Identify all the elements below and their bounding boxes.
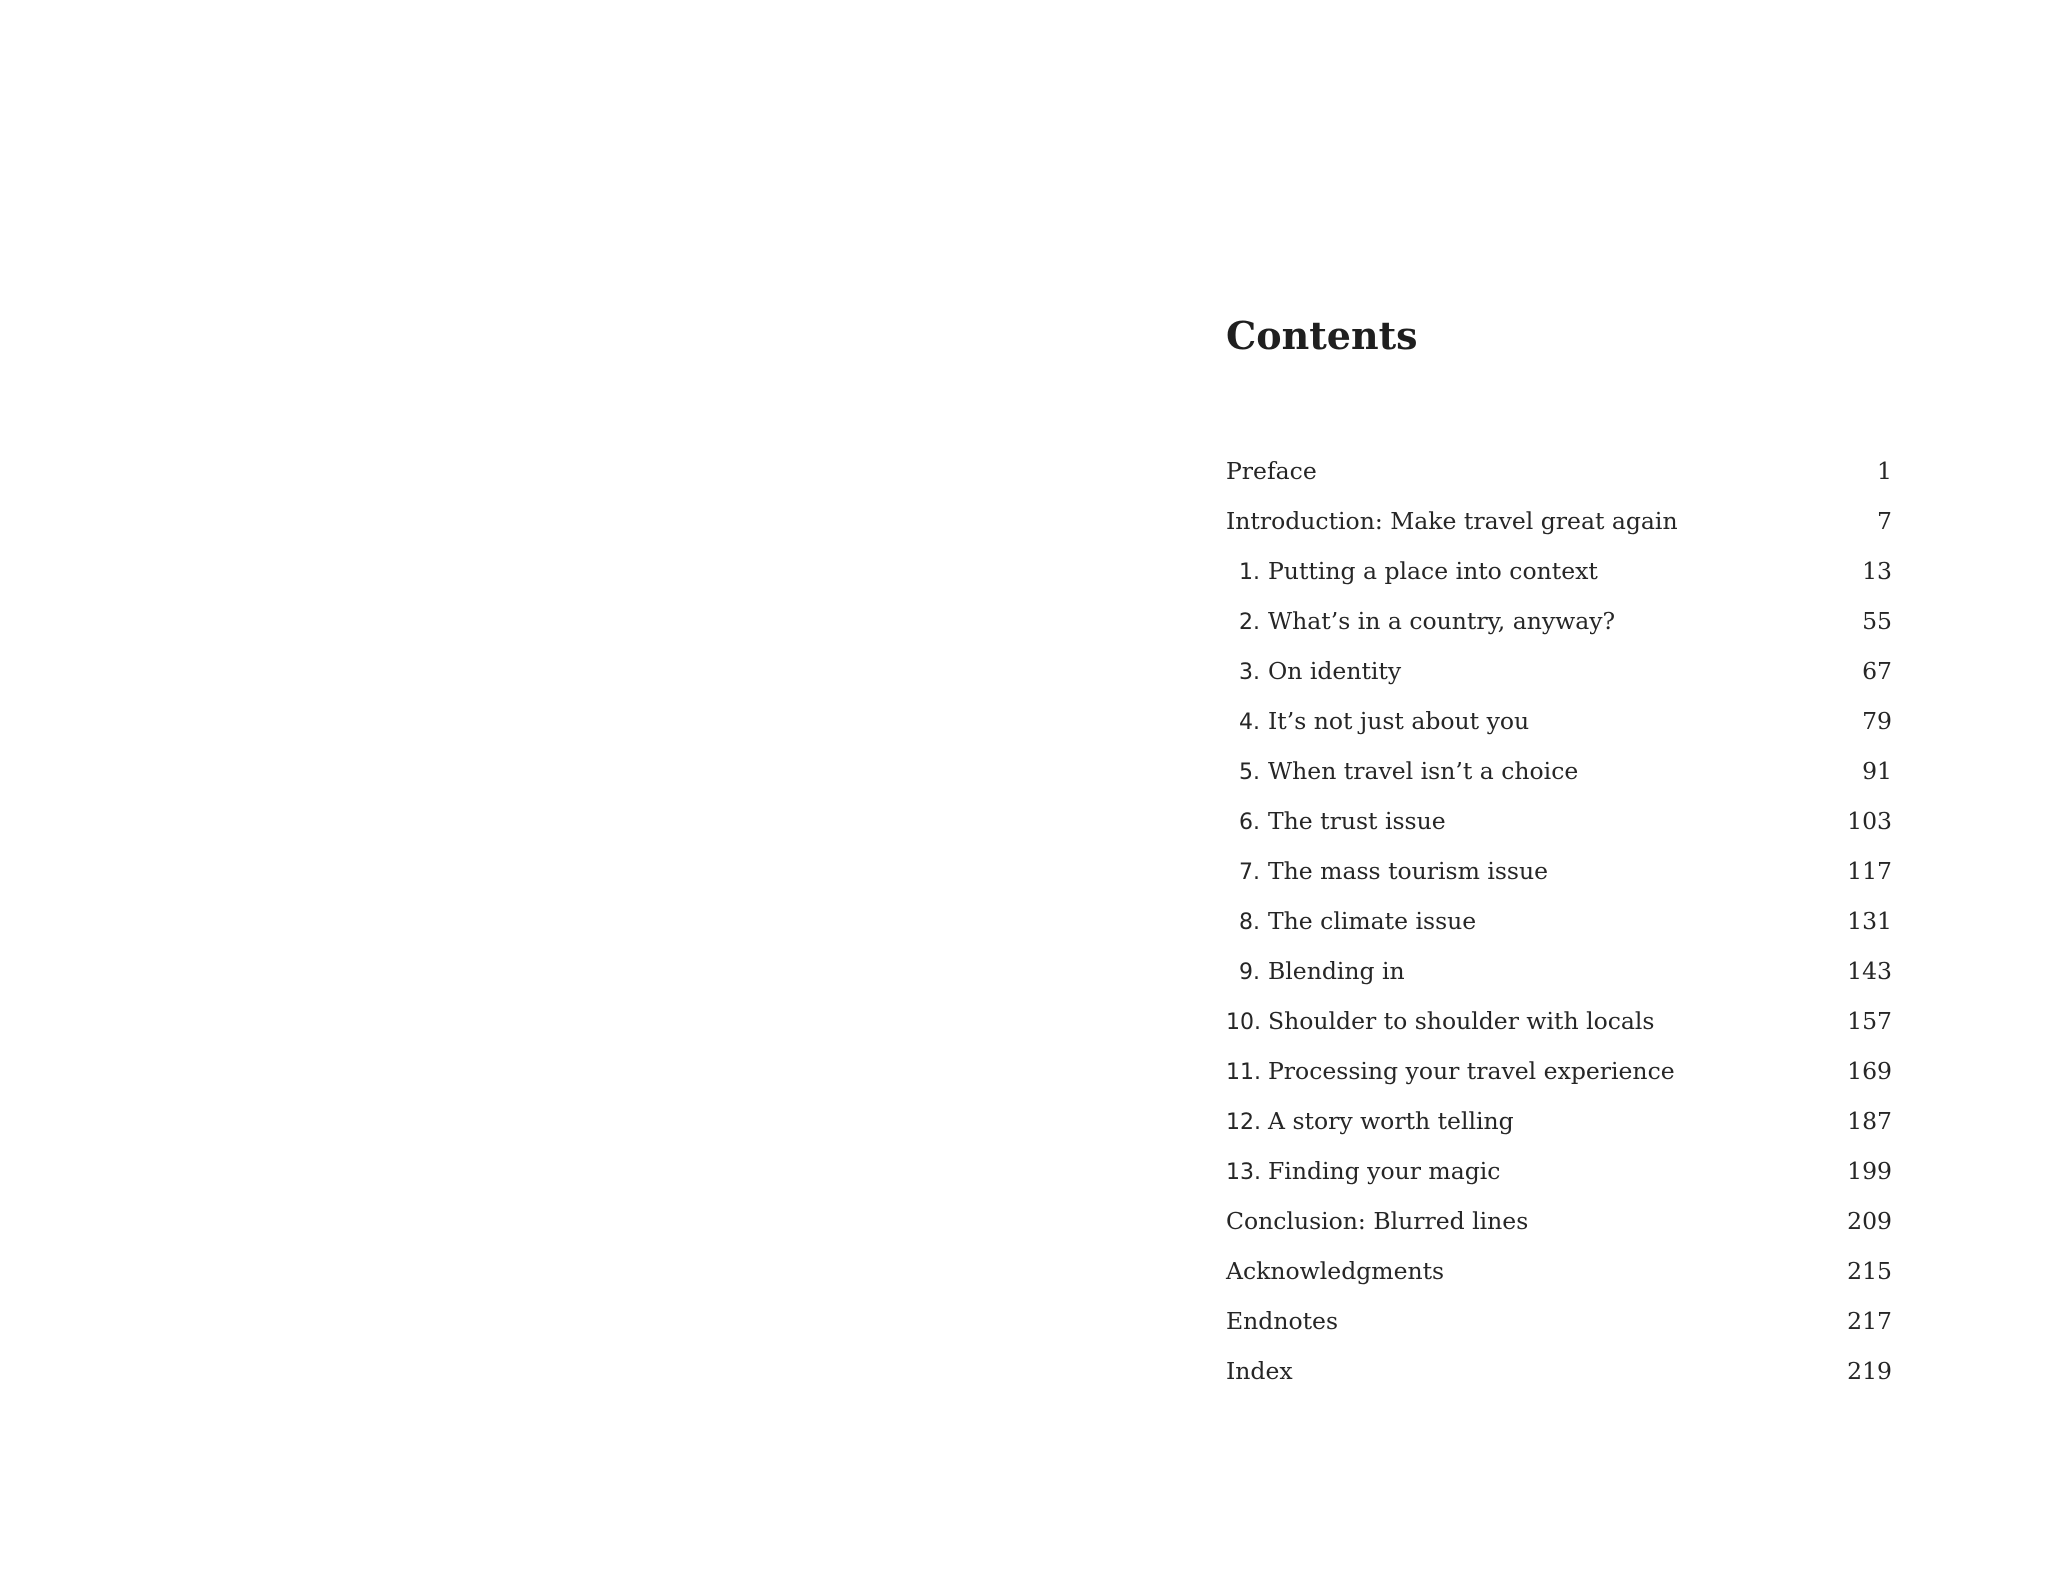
toc-entry-page: 143 [1847,957,1892,985]
table-of-contents [1226,448,1892,1398]
toc-entry-label: When travel isn’t a choice [1268,757,1579,785]
toc-entry-endnotes [1226,1298,1892,1348]
toc-entry-page: 217 [1847,1307,1892,1335]
toc-entry-label: Processing your travel experience [1268,1057,1675,1085]
toc-entry-label: The mass tourism issue [1268,857,1549,885]
toc-entry-label: Finding your magic [1268,1157,1501,1185]
toc-entry-number: 10. [1226,1010,1261,1035]
toc-entry-number: 13. [1226,1160,1261,1185]
toc-entry-label: A story worth telling [1268,1107,1514,1135]
toc-entry-page: 7 [1877,507,1892,535]
toc-entry-index [1226,1348,1892,1398]
toc-entry-label: Shoulder to shoulder with locals [1268,1007,1655,1035]
toc-entry-page: 91 [1862,757,1892,785]
toc-entry-preface [1226,448,1892,498]
toc-entry-number: 6. [1239,810,1260,835]
toc-entry-chapter-4 [1226,698,1892,748]
toc-entry-chapter-13 [1226,1148,1892,1198]
toc-entry-page: 215 [1847,1257,1892,1285]
toc-entry-label: The climate issue [1268,907,1477,935]
toc-entry-introduction [1226,498,1892,548]
toc-entry-conclusion [1226,1198,1892,1248]
toc-entry-page: 67 [1862,657,1892,685]
toc-entry-chapter-7 [1226,848,1892,898]
toc-entry-acknowledgments [1226,1248,1892,1298]
toc-entry-label: Conclusion: Blurred lines [1226,1207,1529,1235]
toc-entry-label: Index [1226,1357,1293,1385]
toc-entry-page: 55 [1862,607,1892,635]
toc-entry-label: Preface [1226,457,1317,485]
toc-entry-number: 11. [1226,1060,1261,1085]
toc-entry-number: 1. [1239,560,1260,585]
toc-entry-page: 13 [1862,557,1892,585]
toc-entry-chapter-9 [1226,948,1892,998]
toc-entry-label: Acknowledgments [1226,1257,1445,1285]
toc-entry-chapter-8 [1226,898,1892,948]
toc-entry-page: 199 [1847,1157,1892,1185]
toc-entry-page: 219 [1847,1357,1892,1385]
toc-entry-number: 5. [1239,760,1260,785]
toc-entry-number: 7. [1239,860,1260,885]
toc-entry-chapter-6 [1226,798,1892,848]
toc-entry-chapter-1 [1226,548,1892,598]
toc-entry-label: The trust issue [1268,807,1446,835]
toc-entry-label: On identity [1268,657,1402,685]
toc-entry-chapter-11 [1226,1048,1892,1098]
toc-entry-number: 9. [1239,960,1260,985]
toc-entry-number: 12. [1226,1110,1261,1135]
contents-heading: Contents [1226,313,1418,358]
toc-entry-number: 2. [1239,610,1260,635]
toc-entry-number: 4. [1239,710,1260,735]
toc-entry-chapter-10 [1226,998,1892,1048]
toc-entry-chapter-2 [1226,598,1892,648]
toc-entry-label: Blending in [1268,957,1405,985]
toc-entry-label: Endnotes [1226,1307,1339,1335]
toc-entry-page: 131 [1847,907,1892,935]
toc-entry-chapter-5 [1226,748,1892,798]
toc-entry-page: 187 [1847,1107,1892,1135]
toc-entry-label: What’s in a country, anyway? [1268,607,1616,635]
toc-entry-page: 169 [1847,1057,1892,1085]
toc-entry-label: Putting a place into context [1268,557,1598,585]
toc-entry-number: 8. [1239,910,1260,935]
toc-entry-chapter-12 [1226,1098,1892,1148]
toc-entry-page: 157 [1847,1007,1892,1035]
toc-entry-page: 209 [1847,1207,1892,1235]
toc-entry-label: Introduction: Make travel great again [1226,507,1678,535]
toc-entry-label: It’s not just about you [1268,707,1530,735]
toc-entry-page: 117 [1847,857,1892,885]
toc-entry-number: 3. [1239,660,1260,685]
toc-entry-chapter-3 [1226,648,1892,698]
toc-entry-page: 79 [1862,707,1892,735]
toc-entry-page: 103 [1847,807,1892,835]
toc-entry-page: 1 [1877,457,1892,485]
